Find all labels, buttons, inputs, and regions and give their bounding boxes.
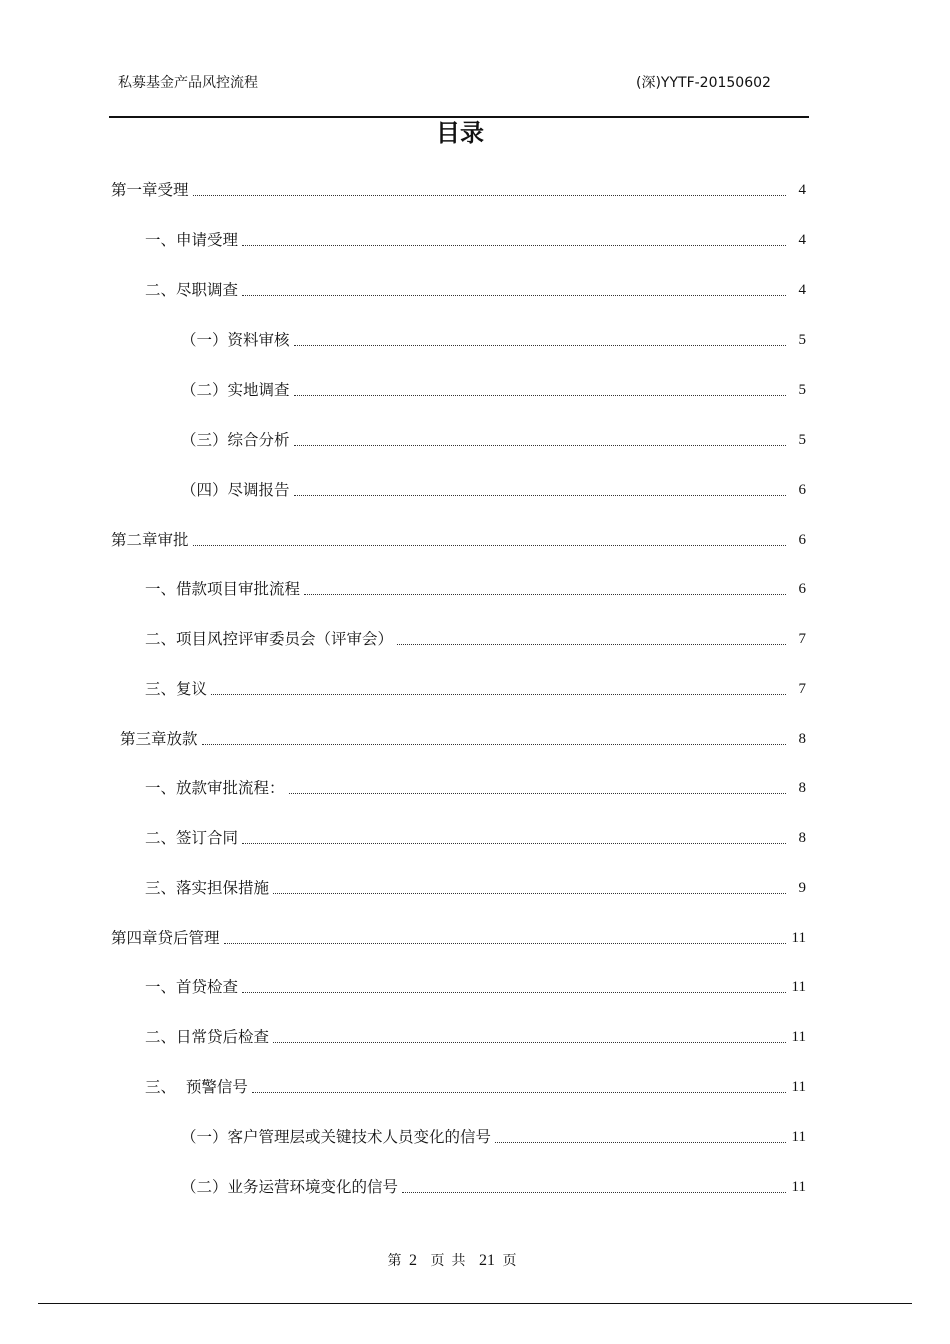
- toc-entry-page: 11: [791, 1179, 806, 1195]
- toc-entry-label: 一、申请受理: [145, 231, 239, 249]
- toc-entry-section[interactable]: [145, 976, 806, 998]
- toc-entry-chapter-4[interactable]: [111, 927, 806, 949]
- toc-leader-dots: [294, 345, 786, 346]
- toc-entry-page: 7: [798, 681, 806, 697]
- toc-leader-dots: [273, 1042, 786, 1043]
- toc-leader-dots: [397, 644, 786, 645]
- toc-entry-label: 一、借款项目审批流程: [145, 580, 301, 598]
- toc-entry-section[interactable]: [145, 229, 806, 251]
- footer-total-pages: 21: [479, 1252, 495, 1269]
- toc-entry-chapter-2[interactable]: [111, 529, 806, 551]
- header-document-title: 私募基金产品风控流程: [118, 75, 258, 91]
- toc-entry-section[interactable]: [145, 827, 806, 849]
- toc-entry-chapter-3[interactable]: [120, 728, 806, 750]
- toc-leader-dots: [211, 694, 786, 695]
- toc-entry-label: （四）尽调报告: [181, 481, 290, 499]
- toc-entry-page: 8: [798, 780, 806, 796]
- toc-entry-label: （二）业务运营环境变化的信号: [181, 1178, 399, 1196]
- toc-entry-label: （二）实地调查: [181, 381, 290, 399]
- toc-entry-page: 5: [798, 432, 806, 448]
- toc-leader-dots: [304, 594, 786, 595]
- toc-entry-label: 二、项目风控评审委员会（评审会）: [145, 630, 394, 648]
- page-footer: [0, 1250, 904, 1270]
- footer-current-page: 2: [409, 1252, 417, 1269]
- toc-leader-dots: [294, 395, 786, 396]
- toc-entry-subsection[interactable]: [181, 429, 806, 451]
- toc-leader-dots: [294, 495, 786, 496]
- toc-leader-dots: [193, 195, 786, 196]
- toc-entry-page: 6: [798, 482, 806, 498]
- toc-entry-label: 一、放款审批流程：: [145, 779, 285, 797]
- toc-entry-section[interactable]: [145, 279, 806, 301]
- toc-entry-label: 第四章贷后管理: [111, 929, 220, 947]
- toc-entry-label: 二、日常贷后检查: [145, 1028, 270, 1046]
- toc-entry-page: 7: [798, 631, 806, 647]
- toc-entry-page: 5: [798, 382, 806, 398]
- footer-middle: 页 共: [430, 1254, 466, 1269]
- toc-entry-subsection[interactable]: [181, 479, 806, 501]
- footer-divider: [38, 1303, 912, 1304]
- toc-entry-label: 第三章放款: [120, 730, 198, 748]
- toc-entry-page: 11: [791, 1029, 806, 1045]
- toc-entry-section[interactable]: [145, 1026, 806, 1048]
- toc-entry-label: （一）客户管理层或关键技术人员变化的信号: [181, 1128, 492, 1146]
- toc-entry-label: 第一章受理: [111, 181, 189, 199]
- toc-leader-dots: [242, 295, 786, 296]
- toc-entry-label: 二、签订合同: [145, 829, 239, 847]
- toc-entry-page: 4: [798, 282, 806, 298]
- toc-leader-dots: [252, 1092, 786, 1093]
- toc-leader-dots: [402, 1192, 786, 1193]
- toc-entry-page: 9: [798, 880, 806, 896]
- toc-entry-page: 8: [798, 731, 806, 747]
- toc-leader-dots: [294, 445, 786, 446]
- toc-entry-label: 三、复议: [145, 680, 208, 698]
- toc-entry-section[interactable]: [145, 1076, 806, 1098]
- toc-entry-page: 11: [791, 1129, 806, 1145]
- toc-entry-label: 第二章审批: [111, 531, 189, 549]
- toc-entry-page: 6: [798, 532, 806, 548]
- toc-entry-page: 4: [798, 182, 806, 198]
- toc-entry-page: 8: [798, 830, 806, 846]
- footer-prefix: 第: [387, 1254, 402, 1269]
- toc-entry-section[interactable]: [145, 628, 806, 650]
- toc-leader-dots: [224, 943, 786, 944]
- toc-entry-page: 5: [798, 332, 806, 348]
- toc-leader-dots: [289, 793, 786, 794]
- toc-entry-label: 三、落实担保措施: [145, 879, 270, 897]
- toc-entry-chapter-1[interactable]: [111, 179, 806, 201]
- toc-entry-section[interactable]: [145, 777, 806, 799]
- toc-leader-dots: [242, 245, 786, 246]
- toc-entry-page: 6: [798, 581, 806, 597]
- toc-leader-dots: [495, 1142, 786, 1143]
- toc-entry-page: 11: [791, 930, 806, 946]
- toc-entry-page: 4: [798, 232, 806, 248]
- toc-leader-dots: [273, 893, 786, 894]
- toc-leader-dots: [242, 843, 786, 844]
- footer-suffix: 页: [502, 1254, 517, 1269]
- toc-entry-subsection[interactable]: [181, 1176, 806, 1198]
- toc-entry-section[interactable]: [145, 578, 806, 600]
- toc-entry-label: （一）资料审核: [181, 331, 290, 349]
- toc-entry-page: 11: [791, 979, 806, 995]
- toc-entry-label: 三、 预警信号: [145, 1078, 248, 1096]
- toc-leader-dots: [193, 545, 786, 546]
- toc-leader-dots: [242, 992, 786, 993]
- toc-entry-subsection[interactable]: [181, 1126, 806, 1148]
- toc-title: 目录: [436, 119, 484, 147]
- header-document-code: (深)YYTF-20150602: [636, 75, 771, 91]
- toc-entry-subsection[interactable]: [181, 329, 806, 351]
- toc-entry-label: 二、尽职调查: [145, 281, 239, 299]
- toc-entry-section[interactable]: [145, 678, 806, 700]
- toc-entry-label: （三）综合分析: [181, 431, 290, 449]
- toc-leader-dots: [202, 744, 786, 745]
- toc-entry-section[interactable]: [145, 877, 806, 899]
- toc-entry-page: 11: [791, 1079, 806, 1095]
- toc-entry-label: 一、首贷检查: [145, 978, 239, 996]
- toc-entry-subsection[interactable]: [181, 379, 806, 401]
